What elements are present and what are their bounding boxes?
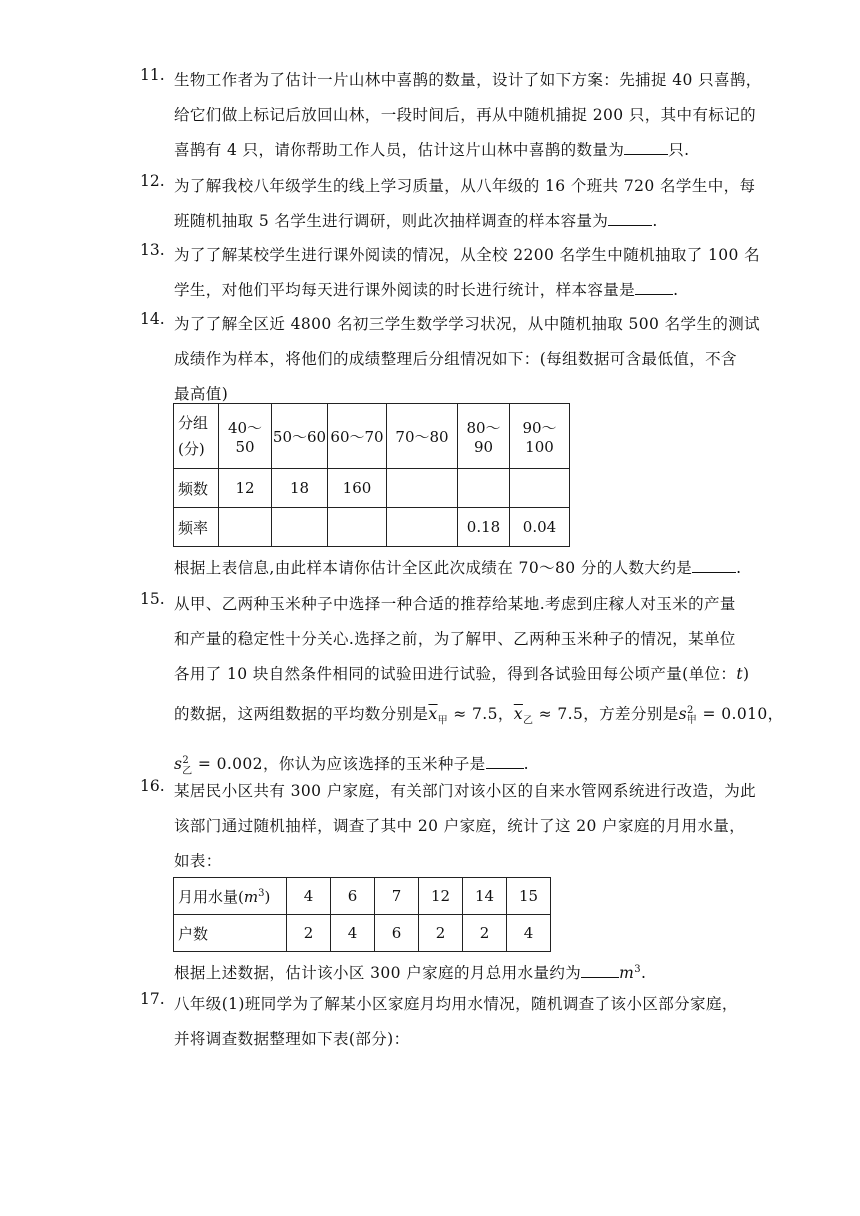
table-row — [174, 469, 570, 508]
question-14 — [140, 307, 761, 412]
question-text-line: 为了了解全区近 4800 名初三学生数学学习状况，从中随机抽取 500 名学生的测试 — [174, 315, 761, 333]
answer-blank — [486, 754, 524, 769]
variance-value: = 0.002 — [197, 755, 263, 774]
table-header-cell: 户数 — [174, 915, 287, 952]
question-text-line: 各用了 10 块自然条件相同的试验田进行试验，得到各试验田每公顷产量(单位： — [174, 665, 737, 683]
question-text-tail: . — [736, 559, 742, 577]
table-cell: 7 — [375, 878, 419, 915]
question-text-line: 的数据，这两组数据的平均数分别是 — [174, 705, 429, 724]
question-14-followup — [140, 551, 742, 586]
table-header-cell: 月用水量$(m^3)$ — [174, 878, 287, 915]
question-text-line: 为了解我校八年级学生的线上学习质量，从八年级的 16 个班共 720 名学生中，每 — [174, 177, 756, 195]
question-16 — [140, 774, 757, 879]
variance-value: = 0.010 — [702, 705, 768, 724]
unit-symbol: t — [736, 665, 743, 683]
question-text-line: 根据上表信息,由此样本请你估计全区此次成绩在 70～80 分的人数大约是 — [174, 559, 693, 577]
table-cell: 14 — [463, 878, 507, 915]
table-row — [174, 404, 570, 469]
superscript: 3 — [634, 964, 642, 975]
mean-symbol: $\overline{x}$ — [513, 705, 523, 724]
question-text-tail: 只. — [668, 141, 690, 159]
table-cell: 6 — [375, 915, 419, 952]
variance-symbol: s — [678, 705, 688, 724]
subscript: 甲 — [437, 715, 448, 727]
question-number: 12. — [140, 172, 165, 190]
question-text-line: 成绩作为样本，将他们的成绩整理后分组情况如下：(每组数据可含最低值，不含 — [174, 350, 737, 368]
table-cell: 4 — [331, 915, 375, 952]
question-13 — [140, 238, 761, 308]
question-12 — [140, 169, 756, 239]
water-usage-table — [173, 877, 551, 952]
question-text-line: 班随机抽取 5 名学生进行调研，则此次抽样调查的样本容量为 — [174, 212, 609, 230]
mean-value: ≈ 7.5 — [538, 705, 584, 724]
table-cell: 18 — [272, 469, 328, 508]
table-cell: 90～100 — [510, 404, 570, 469]
superscript: 2 — [687, 705, 694, 716]
table-cell: 80～90 — [458, 404, 510, 469]
question-17 — [140, 987, 738, 1057]
table-cell: 40～50 — [219, 404, 272, 469]
table-header-cell: 频数 — [174, 469, 219, 508]
question-text-line: 某居民小区共有 300 户家庭，有关部门对该小区的自来水管网系统进行改造，为此 — [174, 782, 757, 800]
question-text-line: 学生，对他们平均每天进行课外阅读的时长进行统计，样本容量是 — [174, 281, 636, 299]
table-cell — [272, 508, 328, 547]
question-16-followup — [140, 952, 720, 991]
subscript: 乙 — [522, 715, 534, 727]
table-cell: 15 — [507, 878, 551, 915]
question-text-line: ，你认为应该选择的玉米种子是 — [262, 755, 486, 774]
table-cell: 6 — [331, 878, 375, 915]
mean-symbol: $\overline{x}$ — [428, 705, 438, 724]
table-header-cell: 分组 (分) — [174, 404, 219, 469]
table-cell — [458, 469, 510, 508]
answer-blank — [692, 558, 736, 573]
question-15: 15. 从甲、乙两种玉米种子中选择一种合适的推荐给某地.考虑到庄稼人对玉米的产量 和产量的稳定性十分关心.选择之前，为了解甲、乙两种玉米种子的情况，某单位 各用了 10 块自然条件相同的试验田进行试验，得到各试验田每公顷产量(单位：t) 的数据，这两组数据的平均数分别是$\overline{x}_甲 \approx 7.5$，$\overline{x}_乙 \approx 7.5$，方差分别是$s^2_甲 = 0.010$， $s^2_乙 = 0.002$，你认为应该选择的玉米种子是 . — [140, 587, 720, 793]
answer-blank — [624, 140, 668, 155]
table-cell: 70～80 — [387, 404, 458, 469]
question-text-line: 该部门通过随机抽样，调查了其中 20 户家庭，统计了这 20 户家庭的月用水量， — [174, 817, 746, 835]
question-text-line: 根据上述数据，估计该小区 300 户家庭的月总用水量约为 — [174, 964, 582, 983]
question-text-tail: . — [673, 281, 679, 299]
table-cell: 4 — [507, 915, 551, 952]
table-cell: 0.04 — [510, 508, 570, 547]
table-row — [174, 508, 570, 547]
question-number: 17. — [140, 990, 165, 1008]
table-cell: 160 — [328, 469, 387, 508]
answer-blank — [581, 963, 619, 978]
question-number: 16. — [140, 777, 165, 795]
table-cell: 12 — [419, 878, 463, 915]
table-cell: 4 — [287, 878, 331, 915]
question-number: 11. — [140, 66, 165, 84]
superscript: 2 — [182, 755, 190, 767]
table-cell — [387, 508, 458, 547]
question-number: 15. — [140, 590, 165, 608]
question-text-line: 并将调查数据整理如下表(部分)： — [174, 1030, 410, 1048]
subscript: 乙 — [182, 765, 193, 777]
question-text-tail: . — [641, 964, 647, 983]
table-cell — [328, 508, 387, 547]
question-text-line: 为了了解某校学生进行课外阅读的情况，从全校 2200 名学生中随机抽取了 100 名 — [174, 246, 761, 264]
question-text-line: 最高值) — [174, 385, 229, 403]
table-cell — [387, 469, 458, 508]
answer-blank — [608, 211, 652, 226]
question-text-line: 生物工作者为了估计一片山林中喜鹊的数量，设计了如下方案：先捕捉 40 只喜鹊， — [174, 71, 762, 89]
table-cell: 12 — [219, 469, 272, 508]
question-text-line: 从甲、乙两种玉米种子中选择一种合适的推荐给某地.考虑到庄稼人对玉米的产量 — [174, 595, 736, 613]
table-cell — [219, 508, 272, 547]
unit-symbol: m — [619, 964, 635, 983]
table-cell: 2 — [287, 915, 331, 952]
question-text-line: 八年级(1)班同学为了解某小区家庭月均用水情况，随机调查了该小区部分家庭， — [174, 995, 738, 1013]
subscript: 甲 — [686, 715, 698, 727]
score-group-table — [173, 403, 570, 547]
variance-symbol: s — [174, 755, 183, 774]
question-text-line: 如表： — [174, 852, 222, 870]
question-11 — [140, 63, 762, 168]
question-text-line: 和产量的稳定性十分关心.选择之前，为了解甲、乙两种玉米种子的情况，某单位 — [174, 630, 736, 648]
mean-value: ≈ 7.5 — [453, 705, 498, 724]
table-row — [174, 878, 551, 915]
question-text-line: 喜鹊有 4 只，请你帮助工作人员，估计这片山林中喜鹊的数量为 — [174, 141, 625, 159]
question-text-line: 给它们做上标记后放回山林，一段时间后，再从中随机捕捉 200 只，其中有标记的 — [174, 106, 757, 124]
answer-blank — [635, 280, 673, 295]
table-cell: 0.18 — [458, 508, 510, 547]
table-cell: 60～70 — [328, 404, 387, 469]
question-text-tail: . — [523, 755, 529, 774]
table-cell: 2 — [419, 915, 463, 952]
table-row — [174, 915, 551, 952]
question-number: 13. — [140, 241, 165, 259]
table-cell: 50～60 — [272, 404, 328, 469]
table-cell: 2 — [463, 915, 507, 952]
table-header-cell: 频率 — [174, 508, 219, 547]
question-text-line: ，方差分别是 — [583, 705, 679, 724]
question-text-tail: . — [652, 212, 658, 230]
question-number: 14. — [140, 310, 165, 328]
table-cell — [510, 469, 570, 508]
